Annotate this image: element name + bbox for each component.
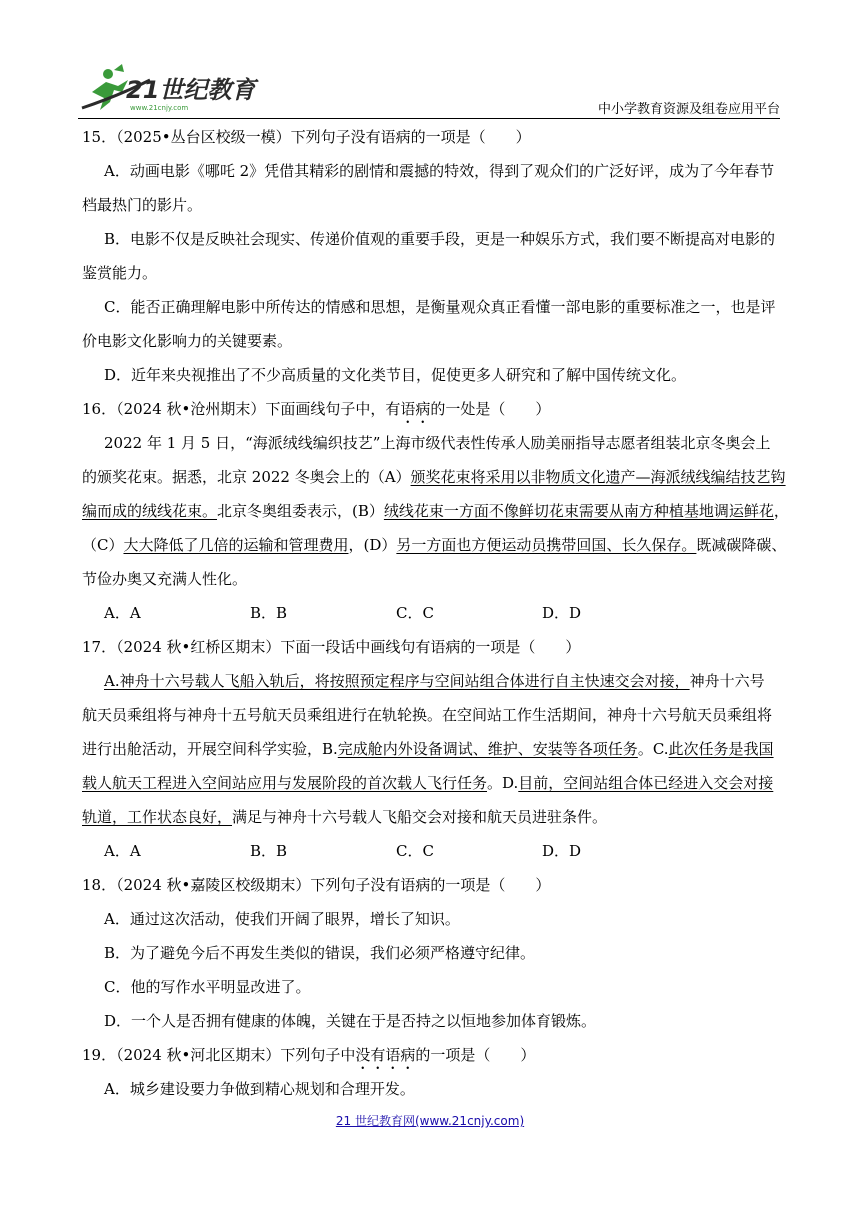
logo-url-text: www.21cnjy.com bbox=[130, 104, 189, 112]
q16-passage-line5: 节俭办奥又充满人性化。 bbox=[82, 570, 248, 588]
q17-passage-line2: 航天员乘组将与神舟十五号航天员乘组进行在轨轮换。在空间站工作生活期间，神舟十六号航天员乘组将 bbox=[82, 706, 773, 724]
q17-options bbox=[82, 834, 782, 868]
q16-underlined-a: 颁奖花束将采用以非物质文化遗产—海派绒线编结技艺钩 bbox=[410, 468, 786, 486]
q15-option-b-line1: B．电影不仅是反映社会现实、传递价值观的重要手段，更是一种娱乐方式，我们要不断提高对电影的 bbox=[104, 230, 776, 248]
q16-option-c: C．C bbox=[396, 604, 434, 622]
question-content bbox=[82, 120, 789, 1106]
q15-stem: 15．（2025•丛台区校级一模）下列句子没有语病的一项是（ ） bbox=[82, 128, 531, 146]
q17-passage-line5 bbox=[82, 800, 782, 834]
q17-underlined-c-cont: 载人航天工程进入空间站应用与发展阶段的首次载人飞行任务 bbox=[82, 774, 488, 792]
q15-option-d: D．近年来央视推出了不少高质量的文化类节目，促使更多人研究和了解中国传统文化。 bbox=[104, 366, 687, 384]
q17-underlined-c: 此次任务是我国 bbox=[668, 740, 774, 758]
q19-option-a: A．城乡建设要力争做到精心规划和合理开发。 bbox=[104, 1080, 415, 1098]
q15-option-a-line2: 档最热门的影片。 bbox=[82, 196, 203, 214]
q16-option-a: A．A bbox=[104, 604, 141, 622]
q17-underlined-d-cont: 轨道，工作状态良好， bbox=[82, 808, 233, 826]
q17-passage-line3 bbox=[82, 732, 782, 766]
q16-options bbox=[82, 596, 782, 630]
q16-passage-line1: 2022 年 1 月 5 日，“海派绒线编织技艺”上海市级代表性传承人励美丽指导志愿者组装北京冬奥会上 bbox=[104, 434, 771, 452]
q16-stem-post: 的一处是（ ） bbox=[430, 400, 551, 418]
q17-l1-post: 神舟十六号 bbox=[689, 672, 765, 690]
q16-underlined-c: 大大降低了几倍的运输和管理费用 bbox=[123, 536, 349, 554]
q16-underlined-a-cont: 编而成的绒线花束。 bbox=[82, 502, 218, 520]
footer-link[interactable]: 21 世纪教育网(www.21cnjy.com) bbox=[335, 1114, 525, 1128]
q16-l3-mid: 北京冬奥组委表示，(B） bbox=[217, 502, 384, 520]
q18-stem: 18．（2024 秋•嘉陵区校级期末）下列句子没有语病的一项是（ ） bbox=[82, 876, 551, 894]
q16-stem-pre: 16．（2024 秋•沧州期末）下面画线句子中，有 bbox=[82, 400, 401, 418]
q16-passage-line3 bbox=[82, 494, 789, 528]
q16-passage-line2 bbox=[82, 460, 786, 494]
q15-option-a-line1: A．动画电影《哪吒 2》凭借其精彩的剧情和震撼的特效，得到了观众们的广泛好评，成为了今年春节 bbox=[104, 162, 775, 180]
q17-l5-post: 满足与神舟十六号载人飞船交会对接和航天员进驻条件。 bbox=[232, 808, 608, 826]
q16-option-d: D．D bbox=[542, 604, 582, 622]
q17-underlined-d: 目前，空间站组合体已经进入交会对接 bbox=[518, 774, 774, 792]
q17-passage-line1 bbox=[82, 664, 782, 698]
q16-l4-mid: ，(D） bbox=[348, 536, 397, 554]
q19-stem-emphasis: 没有语病 bbox=[355, 1046, 416, 1064]
page-footer bbox=[0, 1112, 860, 1129]
q19-stem-post: 的一项是（ ） bbox=[415, 1046, 536, 1064]
q19-stem bbox=[82, 1038, 782, 1072]
logo-21cnjy bbox=[78, 62, 258, 116]
q17-option-c: C．C bbox=[396, 842, 434, 860]
header-divider bbox=[78, 118, 780, 119]
q17-option-d: D．D bbox=[542, 842, 582, 860]
q17-l3-pre: 进行出舱活动，开展空间科学实验，B. bbox=[82, 740, 338, 758]
q18-option-c: C．他的写作水平明显改进了。 bbox=[104, 978, 311, 996]
q16-l4-pre: （C） bbox=[82, 536, 124, 554]
q17-passage-line4 bbox=[82, 766, 782, 800]
q17-underlined-b: 完成舱内外设备调试、维护、安装等各项任务 bbox=[337, 740, 638, 758]
q15-option-b-line2: 鉴赏能力。 bbox=[82, 264, 158, 282]
q18-option-d: D．一个人是否拥有健康的体魄，关键在于是否持之以恒地参加体育锻炼。 bbox=[104, 1012, 597, 1030]
q18-option-b: B．为了避免今后不再发生类似的错误，我们必须严格遵守纪律。 bbox=[104, 944, 536, 962]
q16-underlined-b: 绒线花束一方面不像鲜切花束需要从南方种植基地调运鲜花 bbox=[383, 502, 774, 520]
q15-option-c-line2: 价电影文化影响力的关键要素。 bbox=[82, 332, 293, 350]
page-header bbox=[78, 62, 780, 118]
q17-l3-mid: 。C. bbox=[637, 740, 669, 758]
q16-l4-post: 既减碳降碳、 bbox=[696, 536, 787, 554]
q17-l4-mid: 。D. bbox=[487, 774, 519, 792]
q16-passage-line4 bbox=[82, 528, 787, 562]
q16-l3-end: ， bbox=[773, 502, 789, 520]
q16-stem-emphasis: 语病 bbox=[400, 400, 431, 418]
platform-title: 中小学教育资源及组卷应用平台 bbox=[597, 102, 780, 117]
logo-text: 21世纪教育 bbox=[126, 76, 256, 104]
q16-underlined-d: 另一方面也方便运动员携带回国、长久保存。 bbox=[396, 536, 697, 554]
q16-option-b: B．B bbox=[250, 604, 288, 622]
q16-stem bbox=[82, 392, 782, 426]
q16-l2-pre: 的颁奖花束。据悉，北京 2022 冬奥会上的（A） bbox=[82, 468, 411, 486]
q15-option-c-line1: C．能否正确理解电影中所传达的情感和思想，是衡量观众真正看懂一部电影的重要标准之一，也是评 bbox=[104, 298, 776, 316]
q17-option-a: A．A bbox=[104, 842, 141, 860]
q18-option-a: A．通过这次活动，使我们开阔了眼界，增长了知识。 bbox=[104, 910, 460, 928]
q19-stem-pre: 19．（2024 秋•河北区期末）下列句子中 bbox=[82, 1046, 356, 1064]
q17-underlined-a: A.神舟十六号载人飞船入轨后，将按照预定程序与空间站组合体进行自主快速交会对接， bbox=[104, 672, 690, 690]
q17-option-b: B．B bbox=[250, 842, 288, 860]
q17-stem: 17．（2024 秋•红桥区期末）下面一段话中画线句有语病的一项是（ ） bbox=[82, 638, 581, 656]
